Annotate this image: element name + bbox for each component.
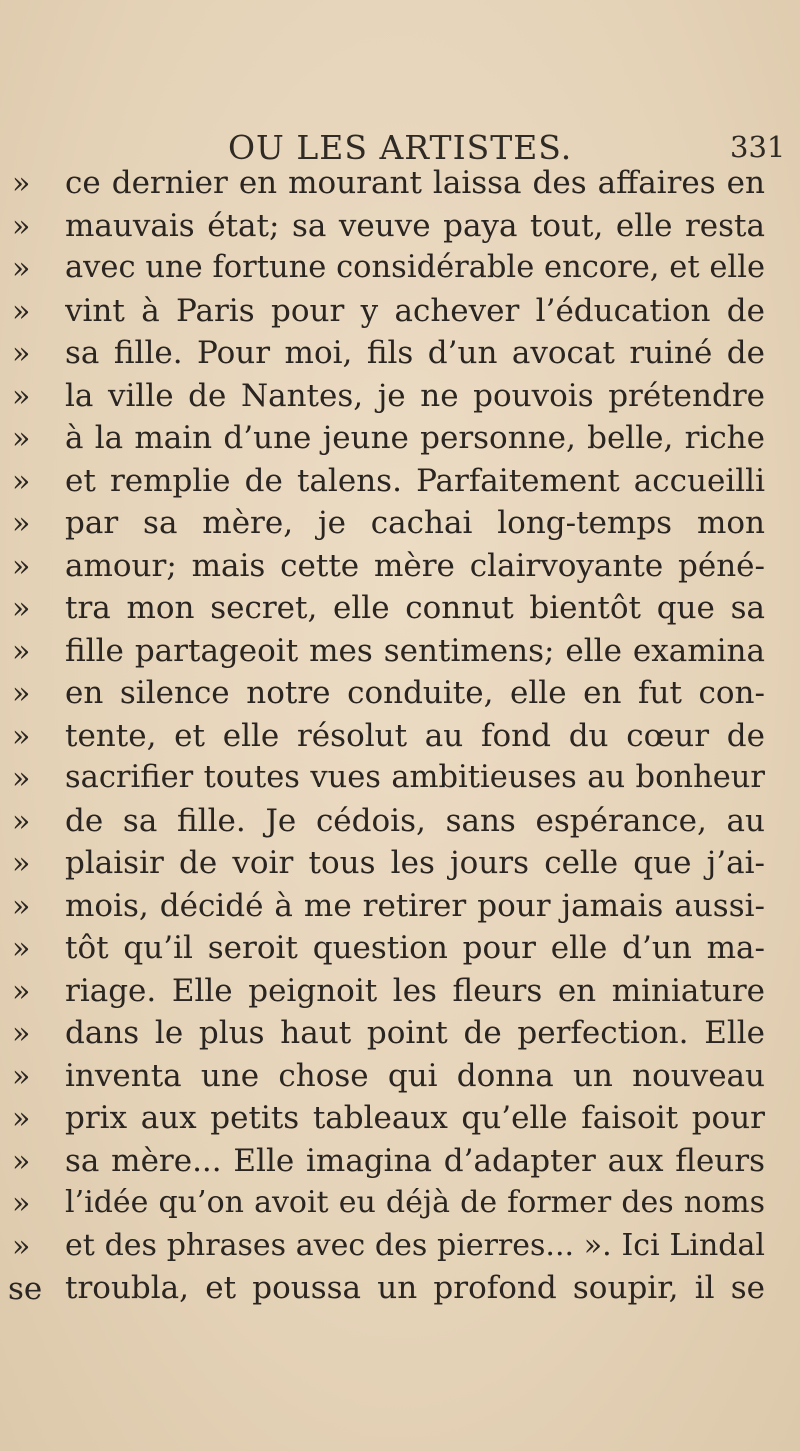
line-text: sa mère... Elle imagina d’adapter aux fleurs (65, 1142, 765, 1179)
quote-marker: » (12, 166, 31, 201)
text-line (0, 1225, 800, 1268)
line-text: mois, décidé à me retirer pour jamais aussi- (65, 887, 765, 924)
line-text: avec une fortune considérable encore, et elle (65, 250, 765, 285)
line-text: amour; mais cette mère clairvoyante péné- (65, 547, 765, 584)
line-text: et remplie de talens. Parfaitement accueilli (65, 462, 765, 499)
running-head-title: OU LES ARTISTES. (228, 128, 573, 167)
text-line (0, 927, 800, 970)
line-text: riage. Elle peignoit les fleurs en miniature (65, 972, 765, 1009)
text-line (0, 1012, 800, 1055)
line-text: prix aux petits tableaux qu’elle faisoit pour (65, 1100, 765, 1136)
text-line (0, 587, 800, 630)
quote-marker: » (12, 1016, 31, 1051)
quote-marker: » (12, 1228, 31, 1264)
body-text (0, 162, 800, 1310)
quote-marker: » (12, 803, 31, 839)
quote-marker: » (12, 1143, 31, 1179)
text-line (0, 417, 800, 460)
text-line (0, 1140, 800, 1183)
quote-marker: » (12, 1101, 31, 1136)
text-line (0, 842, 800, 885)
text-line (0, 1055, 800, 1098)
quote-marker: » (12, 378, 31, 414)
line-text: et des phrases avec des pierres... ». Ici Lindal (65, 1227, 765, 1263)
text-line (0, 545, 800, 588)
quote-marker: » (12, 506, 31, 541)
quote-marker: » (12, 761, 31, 796)
line-text: en silence notre conduite, elle en fut con- (65, 675, 765, 711)
page-number: 331 (730, 130, 786, 164)
text-line (0, 1182, 800, 1225)
line-text: l’idée qu’on avoit eu déjà de former des noms (65, 1185, 765, 1220)
text-line (0, 672, 800, 715)
text-line (0, 885, 800, 928)
quote-marker: » (12, 931, 31, 966)
text-line (0, 1267, 800, 1310)
line-start-word: se (8, 1271, 43, 1307)
quote-marker: » (12, 591, 31, 626)
text-line (0, 375, 800, 418)
line-text: troubla, et poussa un profond soupir, il se (65, 1270, 765, 1306)
text-line (0, 290, 800, 333)
quote-marker: » (12, 463, 31, 499)
text-line (0, 332, 800, 375)
line-text: de sa fille. Je cédois, sans espérance, au (65, 802, 765, 839)
line-text: à la main d’une jeune personne, belle, riche (65, 420, 765, 456)
line-text: tente, et elle résolut au fond du cœur de (65, 717, 765, 754)
text-line (0, 502, 800, 545)
line-text: par sa mère, je cachai long-temps mon (65, 505, 765, 541)
quote-marker: » (12, 633, 31, 669)
quote-marker: » (12, 1058, 31, 1094)
line-text: inventa une chose qui donna un nouveau (65, 1057, 765, 1094)
line-text: sa fille. Pour moi, fils d’un avocat ruiné de (65, 335, 765, 371)
quote-marker: » (12, 973, 31, 1009)
line-text: plaisir de voir tous les jours celle que j’ai- (65, 845, 765, 881)
text-line (0, 630, 800, 673)
quote-marker: » (12, 718, 31, 754)
quote-marker: » (12, 1186, 31, 1221)
line-text: tra mon secret, elle connut bientôt que sa (65, 590, 765, 626)
text-line (0, 247, 800, 290)
quote-marker: » (12, 888, 31, 924)
quote-marker: » (12, 293, 31, 329)
text-line (0, 205, 800, 248)
quote-marker: » (12, 336, 31, 371)
text-line (0, 460, 800, 503)
line-text: mauvais état; sa veuve paya tout, elle resta (65, 207, 765, 244)
line-text: tôt qu’il seroit question pour elle d’un ma- (65, 930, 765, 966)
text-line (0, 800, 800, 843)
text-line (0, 715, 800, 758)
text-line (0, 757, 800, 800)
text-line (0, 1097, 800, 1140)
quote-marker: » (12, 846, 31, 881)
text-line (0, 970, 800, 1013)
line-text: la ville de Nantes, je ne pouvois prétendre (65, 377, 765, 414)
line-text: ce dernier en mourant laissa des affaires en (65, 165, 765, 201)
quote-marker: » (12, 208, 31, 244)
line-text: fille partageoit mes sentimens; elle examina (65, 632, 765, 669)
line-text: sacrifier toutes vues ambitieuses au bonheur (65, 760, 765, 795)
quote-marker: » (12, 676, 31, 711)
quote-marker: » (12, 548, 31, 584)
quote-marker: » (12, 251, 31, 286)
quote-marker: » (12, 421, 31, 456)
line-text: dans le plus haut point de perfection. Elle (65, 1015, 765, 1051)
text-line (0, 162, 800, 205)
line-text: vint à Paris pour y achever l’éducation de (65, 292, 765, 329)
